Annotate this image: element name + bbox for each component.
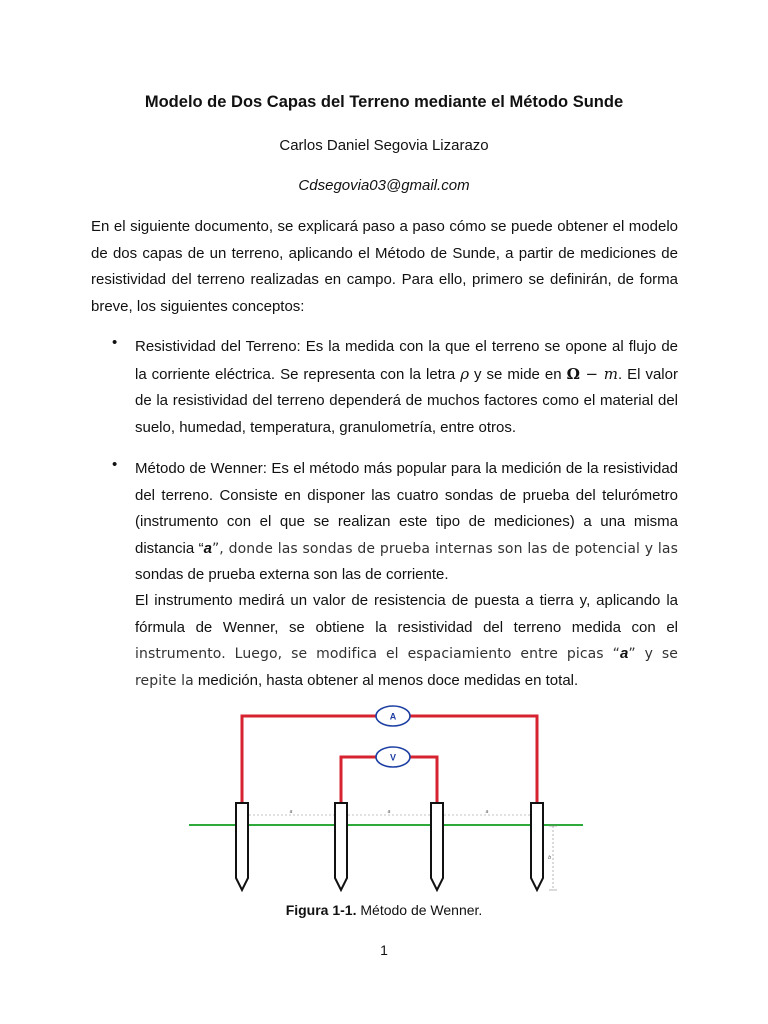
electrode-4	[531, 803, 543, 890]
document-title: Modelo de Dos Capas del Terreno mediante el Método Sunde	[144, 93, 624, 111]
wenner-figure	[185, 702, 585, 894]
wenner-continuation: El instrumento medirá un valor de resistencia de puesta a tierra y, aplicando la fórmula de Wenner, se obtiene la resistividad del terreno medida con el instrumento. Luego, se modifica el espaciamiento entre picas “a” y se repite la medición, hasta obtener al menos doce medidas en total.	[135, 592, 678, 689]
ammeter-label: A	[389, 711, 397, 722]
rho-symbol: ρ	[460, 364, 470, 383]
bullet-dot: •	[112, 334, 118, 351]
spacing-label: a	[289, 809, 293, 815]
intro-paragraph: En el siguiente documento, se explicará paso a paso cómo se puede obtener el modelo de dos capas de un terreno, aplicando el Método de Sunde, a partir de mediciones de resistividad del terreno realizadas en campo. Para ello, primero se definirán, de forma breve, los siguientes conceptos:	[91, 218, 678, 316]
meter-symbol: m	[603, 364, 618, 383]
potential-wire	[409, 757, 437, 806]
spacing-a: a	[203, 539, 212, 557]
wenner-diagram	[185, 702, 585, 894]
page-number: 1	[380, 942, 388, 958]
electrode-1	[236, 803, 248, 890]
electrode-3	[431, 803, 443, 890]
spacing-label: a	[485, 809, 489, 815]
bullet-dot: •	[112, 456, 118, 473]
spacing-a: a	[619, 645, 629, 663]
electrode-2	[335, 803, 347, 890]
potential-wire	[341, 757, 377, 806]
voltmeter-label: V	[389, 752, 397, 763]
depth-label: b	[548, 855, 551, 861]
bullet-resistivity: Resistividad del Terreno: Es la medida con la que el terreno se opone al flujo de la corriente eléctrica. Se representa con la letra ρ y se mide en Ω − m. El valor de la resistividad del terreno dependerá de muchos factores como el material del suelo, humedad, temperatura, granulometría, entre otros.	[135, 338, 678, 436]
omega-symbol: Ω	[566, 364, 580, 383]
author-name: Carlos Daniel Segovia Lizarazo	[279, 137, 489, 154]
current-wire	[409, 716, 537, 806]
author-email: Cdsegovia03@gmail.com	[298, 177, 470, 194]
bullet-wenner: Método de Wenner: Es el método más popular para la medición de la resistividad del terreno. Consiste en disponer las cuatro sondas de prueba del telurómetro (instrumento con el que se realizan este tipo de mediciones) a una misma distancia “a”, donde las sondas de prueba internas son las de potencial y las sondas de prueba externa son las de corriente.	[135, 460, 678, 584]
current-wire	[242, 716, 377, 806]
figure-caption: Figura 1-1. Método de Wenner.	[285, 902, 483, 918]
spacing-label: a	[387, 809, 391, 815]
